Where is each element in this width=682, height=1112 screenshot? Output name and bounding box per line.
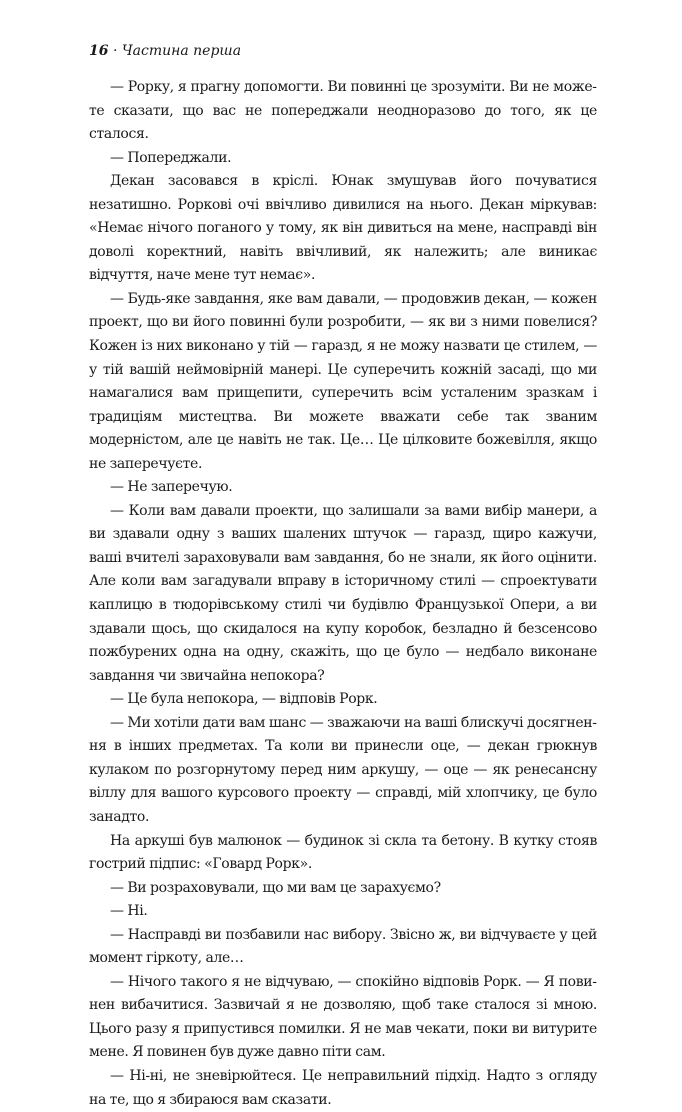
section-title: Частина перша [121, 43, 242, 59]
paragraph: — Ні. [110, 903, 148, 920]
paragraph: — Ми хотіли дати вам шанс — зважаючи на ваші блискучі досягнення в інших предметах. Та коли ви принесли оце, — декан грюкнув кулаком по розгорнутому перед ним аркушу, — оце — як ренесансну віллу для вашого курсового проекту — справді, мій хлопчику, це було занадто. [89, 714, 597, 825]
paragraph: — Ви розраховували, що ми вам це зарахуємо? [110, 879, 441, 896]
page-number: 16 [89, 43, 109, 59]
paragraph: — Це була непокора, — відповів Рорк. [110, 691, 378, 708]
running-head-separator: · [112, 43, 118, 59]
book-page [89, 0, 597, 1108]
paragraph: — Коли вам давали проекти, що залишали за вами вибір манери, а ви здавали одну з ваших шалених штучок — гаразд, щиро кажучи, ваші вчителі зараховували вам завдання, бо не знали, як його оцінити. Але коли вам загадували вправу в історичному стилі — спроектувати каплицю в тюдорівському стилі чи будівлю Французької Опери, а ви здавали щось, що скидалося на купу коробок, безладно й безсенсово пожбурених одна на одну, скажіть, що це було — недбало виконане завдання чи звичайна непокора? [89, 502, 597, 684]
paragraph: — Будь-яке завдання, яке вам давали, — продовжив декан, — кожен проект, що ви його повинні були розробити, — як ви з ними повелися? Кожен із них виконано у тій — гаразд, я не можу назвати це стилем, — у тій вашій неймовірній манері. Це суперечить кожній засаді, що ми намагалися вам прищепити, суперечить всім усталеним зразкам і традиціям мистецтва. Ви можете вважати себе так званим модерністом, але це навіть не так. Це… Це цілковите божевілля, якщо не заперечуєте. [89, 290, 597, 472]
paragraph: — Не заперечую. [110, 479, 233, 496]
paragraph: На аркуші був малюнок — будинок зі скла та бетону. В кутку стояв гострий підпис: «Говард Рорк». [89, 832, 597, 873]
paragraph: — Попереджали. [110, 149, 232, 166]
paragraph: Декан засовався в кріслі. Юнак змушував його почуватися незатишно. Роркові очі ввічливо дивилися на нього. Декан міркував: «Немає нічого поганого у тому, як він дивиться на мене, насправді він доволі коректний, навіть ввічливий, як належить; але виникає відчуття, наче мене тут немає». [89, 173, 597, 284]
paragraph: — Нічого такого я не відчуваю, — спокійно відповів Рорк. — Я повинен вибачитися. Зазвичай я не дозволяю, щоб таке сталося зі мною. Цього разу я припустився помилки. Я не мав чекати, поки ви витурите мене. Я повинен був дуже давно піти сам. [89, 973, 597, 1061]
running-head [89, 43, 241, 59]
paragraph: — Ні-ні, не зневірюйтеся. Це неправильний підхід. Надто з огляду на те, що я збираюся вам сказати. [89, 1067, 597, 1108]
paragraph: — Рорку, я прагну допомогти. Ви повинні це зрозуміти. Ви не можете сказати, що вас не попереджали неодноразово до того, як це сталося. [89, 79, 597, 143]
body-text [89, 76, 597, 1112]
paragraph: — Насправді ви позбавили нас вибору. Звісно ж, ви відчуваєте у цей момент гіркоту, але… [89, 926, 597, 967]
